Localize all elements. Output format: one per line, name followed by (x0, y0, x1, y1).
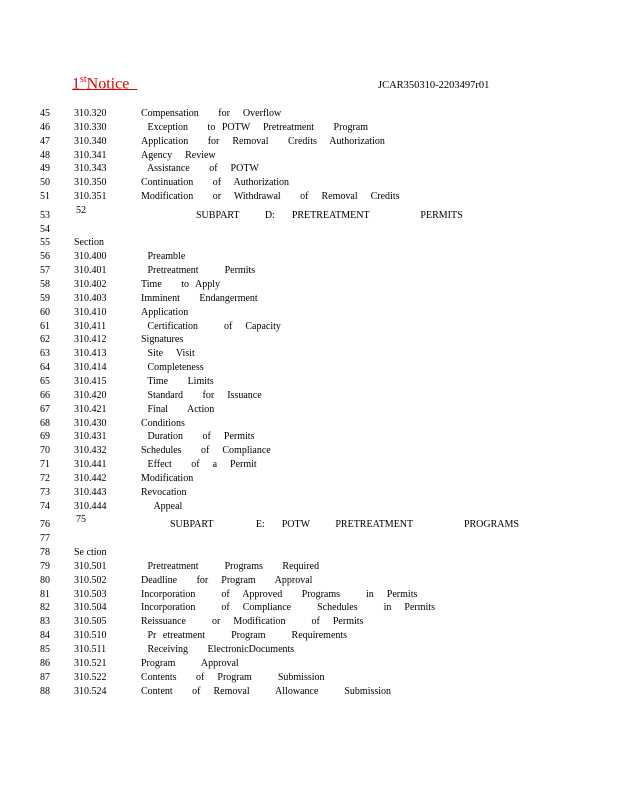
section-number: 310.511 (74, 643, 107, 655)
line-number: 57 (40, 265, 50, 277)
section-number: 310.414 (74, 362, 107, 374)
subpart-heading: SUBPART D: PRETREATMENT PERMITS (196, 209, 463, 221)
section-title: Final Action (141, 403, 215, 415)
section-title: Contents of Program Submission (141, 671, 325, 683)
section-number: 310.343 (74, 163, 107, 175)
section-number: 310.401 (74, 265, 107, 277)
line-number: 74 (40, 500, 50, 512)
line-number: 88 (40, 685, 50, 697)
line-number: 71 (40, 459, 50, 471)
section-title: Schedules of Compliance (141, 445, 271, 457)
line-number: 78 (40, 547, 50, 559)
section-title: Site Visit (141, 348, 195, 360)
line-number: 64 (40, 362, 50, 374)
line-number: 50 (40, 177, 50, 189)
section-number: 310.510 (74, 630, 107, 642)
line-number: 81 (40, 588, 50, 600)
line-number: 60 (40, 306, 50, 318)
line-number: 54 (40, 223, 50, 235)
section-number: 310.502 (74, 574, 107, 586)
line-number: 86 (40, 657, 50, 669)
section-title: Receiving ElectronicDocuments (141, 643, 295, 655)
section-number: 310.522 (74, 671, 107, 683)
line-number: 85 (40, 643, 50, 655)
line-number: 72 (40, 472, 50, 484)
line-number: 76 (40, 519, 50, 531)
line-number: 82 (40, 602, 50, 614)
line-number: 73 (40, 486, 50, 498)
section-title: Continuation of Authorization (141, 177, 290, 189)
line-number: 80 (40, 574, 50, 586)
section-title: Pr etreatment Program Requirements (141, 630, 348, 642)
section-title: Certification of Capacity (141, 320, 281, 332)
line-number: 66 (40, 389, 50, 401)
section-number: 310.330 (74, 121, 107, 133)
line-number: 79 (40, 560, 50, 572)
section-number: 310.402 (74, 279, 107, 291)
section-title: Time to Apply (141, 279, 220, 291)
section-number: 310.410 (74, 306, 107, 318)
line-number: 68 (40, 417, 50, 429)
section-column-heading: Section (74, 237, 104, 249)
section-title: Pretreatment Permits (141, 265, 256, 277)
line-number: 45 (40, 108, 50, 119)
line-number: 70 (40, 445, 50, 457)
section-title: Time Limits (141, 375, 214, 387)
section-column-heading: Se ction (74, 547, 107, 559)
section-title: Modification (141, 472, 194, 484)
section-number: 310.320 (74, 108, 107, 119)
section-title: Compensation for Overflow (141, 108, 282, 119)
line-number: 46 (40, 121, 50, 133)
line-number: 52 (76, 204, 86, 216)
section-number: 310.444 (74, 500, 107, 512)
section-title: Completeness (141, 362, 204, 374)
line-number: 65 (40, 375, 50, 387)
line-number: 61 (40, 320, 50, 332)
line-number: 55 (40, 237, 50, 249)
section-title: Appeal (141, 500, 183, 512)
section-number: 310.341 (74, 149, 107, 161)
section-title: Assistance of POTW (141, 163, 259, 175)
section-number: 310.420 (74, 389, 107, 401)
section-number: 310.442 (74, 472, 107, 484)
section-number: 310.431 (74, 431, 107, 443)
section-title: Incorporation of Compliance Schedules in Permits (141, 602, 435, 614)
section-title: Program Approval (141, 657, 239, 669)
line-number: 48 (40, 149, 50, 161)
line-number: 83 (40, 616, 50, 628)
line-number: 56 (40, 251, 50, 263)
section-number: 310.503 (74, 588, 107, 600)
section-title: Conditions (141, 417, 185, 429)
section-number: 310.505 (74, 616, 107, 628)
section-title: Application for Removal Credits Authorization (141, 135, 385, 147)
section-title: Preamble (141, 251, 186, 263)
line-number: 75 (76, 514, 86, 526)
line-number: 69 (40, 431, 50, 443)
line-number: 67 (40, 403, 50, 415)
line-number: 84 (40, 630, 50, 642)
section-title: Duration of Permits (141, 431, 255, 443)
section-title: Modification or Withdrawal of Removal Credits (141, 191, 400, 203)
line-number: 51 (40, 191, 50, 203)
section-number: 310.430 (74, 417, 107, 429)
section-number: 310.351 (74, 191, 107, 203)
subpart-heading: SUBPART E: POTW PRETREATMENT PROGRAMS (170, 519, 519, 531)
section-title: Pretreatment Programs Required (141, 560, 320, 572)
line-number: 49 (40, 163, 50, 175)
section-title: Deadline for Program Approval (141, 574, 313, 586)
section-title: Agency Review (141, 149, 216, 161)
section-number: 310.411 (74, 320, 107, 332)
section-number: 310.350 (74, 177, 107, 189)
section-title: Application (141, 306, 189, 318)
section-title: Reissuance or Modification of Permits (141, 616, 364, 628)
line-number: 87 (40, 671, 50, 683)
section-title: Exception to POTW Pretreatment Program (141, 121, 368, 133)
section-title: Signatures (141, 334, 184, 346)
notice-heading: 1stNotice (72, 74, 130, 93)
section-number: 310.501 (74, 560, 107, 572)
section-title: Incorporation of Approved Programs in Permits (141, 588, 418, 600)
section-title: Content of Removal Allowance Submission (141, 685, 392, 697)
section-title: Imminent Endangerment (141, 292, 258, 304)
line-number: 53 (40, 209, 50, 221)
section-number: 310.421 (74, 403, 107, 415)
line-number: 63 (40, 348, 50, 360)
section-number: 310.400 (74, 251, 107, 263)
section-number: 310.524 (74, 685, 107, 697)
section-number: 310.443 (74, 486, 107, 498)
section-number: 310.403 (74, 292, 107, 304)
line-number: 58 (40, 279, 50, 291)
section-title: Standard for Issuance (141, 389, 262, 401)
section-number: 310.415 (74, 375, 107, 387)
section-number: 310.340 (74, 135, 107, 147)
document-id: JCAR350310-2203497r01 (378, 80, 490, 91)
section-title: Effect of a Permit (141, 459, 257, 471)
section-number: 310.441 (74, 459, 107, 471)
line-number: 77 (40, 533, 50, 545)
line-number: 47 (40, 135, 50, 147)
section-title: Revocation (141, 486, 187, 498)
line-number: 62 (40, 334, 50, 346)
section-number: 310.504 (74, 602, 107, 614)
section-number: 310.521 (74, 657, 107, 669)
section-number: 310.412 (74, 334, 107, 346)
section-number: 310.432 (74, 445, 107, 457)
section-number: 310.413 (74, 348, 107, 360)
line-number: 59 (40, 292, 50, 304)
